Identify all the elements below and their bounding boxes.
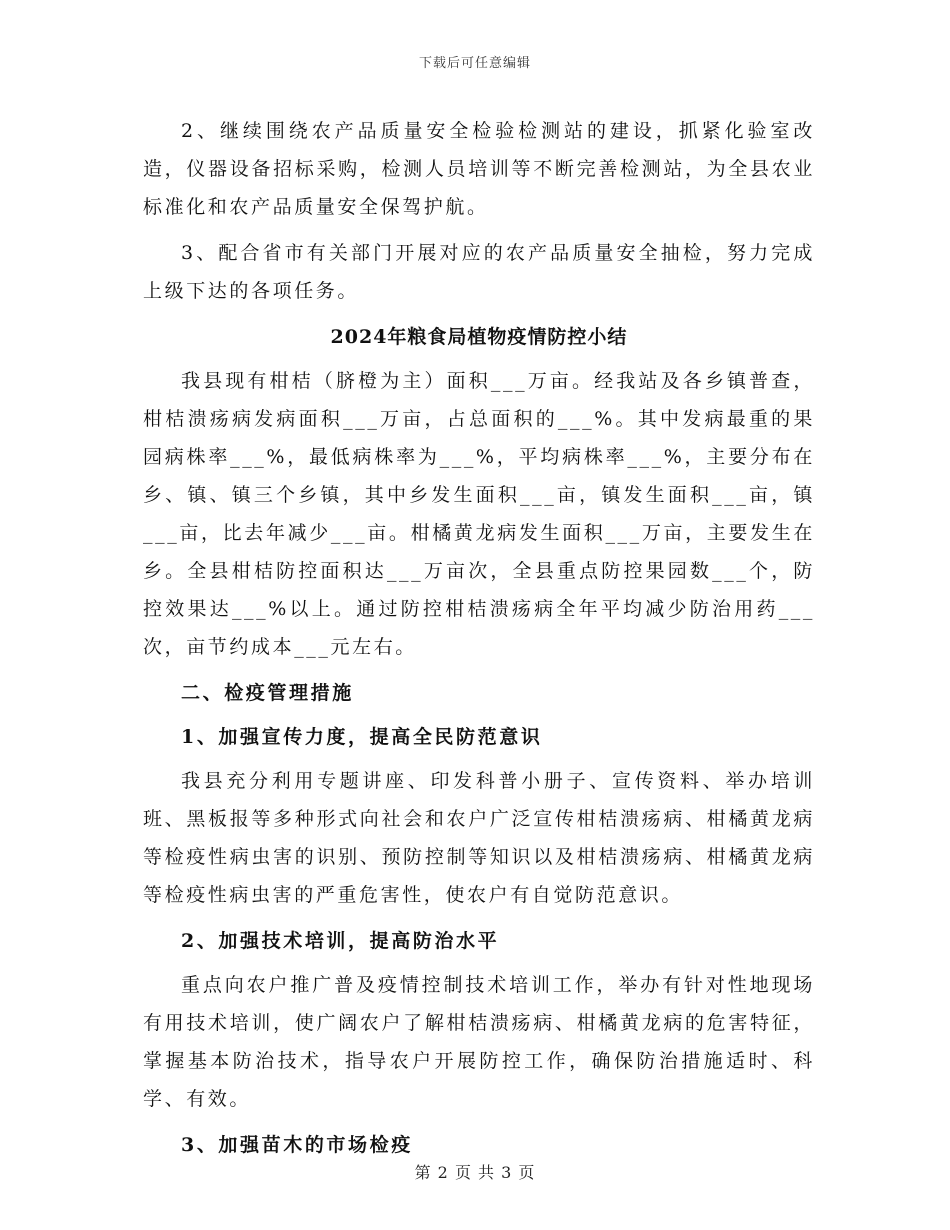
summary-paragraph: 我县现有柑桔（脐橙为主）面积___万亩。经我站及各乡镇普查，柑桔溃疡病发病面积___万亩，占总面积的___%。其中发病最重的果园病株率___%，最低病株率为___%，平均病株率___%，主要分布在乡、镇、镇三个乡镇，其中乡发生面积___亩，镇发生面积___亩，镇___亩，比去年减少___亩。柑橘黄龙病发生面积___万亩，主要发生在乡。全县柑桔防控面积达___万亩次，全县重点防控果园数___个，防控效果达___%以上。通过防控柑桔溃疡病全年平均减少防治用药___次，亩节约成本___元左右。 bbox=[143, 370, 815, 658]
heading-quarantine-measures: 二、检疫管理措施 bbox=[181, 682, 354, 704]
page-footer: 第 2 页 共 3 页 bbox=[414, 1163, 536, 1182]
document-body bbox=[143, 112, 815, 1170]
paragraph-item-3: 3、配合省市有关部门开展对应的农产品质量安全抽检，努力完成上级下达的各项任务。 bbox=[143, 242, 815, 302]
section-title: 2024年粮食局植物疫情防控小结 bbox=[330, 326, 628, 348]
heading-seedling-inspection: 3、加强苗木的市场检疫 bbox=[181, 1134, 413, 1156]
training-paragraph: 重点向农户推广普及疫情控制技术培训工作，举办有针对性地现场有用技术培训，使广阔农户了解柑桔溃疡病、柑橘黄龙病的危害特征，掌握基本防治技术，指导农户开展防控工作，确保防治措施适时、科学、有效。 bbox=[143, 974, 815, 1110]
heading-publicity: 1、加强宣传力度，提高全民防范意识 bbox=[181, 726, 543, 748]
heading-training: 2、加强技术培训，提高防治水平 bbox=[181, 930, 500, 952]
page-header: 下载后可任意编辑 bbox=[418, 56, 531, 71]
paragraph-item-2: 2、继续围绕农产品质量安全检验检测站的建设，抓紧化验室改造，仪器设备招标采购，检测人员培训等不断完善检测站，为全县农业标准化和农产品质量安全保驾护航。 bbox=[143, 120, 815, 218]
publicity-paragraph: 我县充分利用专题讲座、印发科普小册子、宣传资料、举办培训班、黑板报等多种形式向社会和农户广泛宣传柑桔溃疡病、柑橘黄龙病等检疫性病虫害的识别、预防控制等知识以及柑桔溃疡病、柑橘黄龙病等检疫性病虫害的严重危害性，使农户有自觉防范意识。 bbox=[143, 770, 815, 906]
